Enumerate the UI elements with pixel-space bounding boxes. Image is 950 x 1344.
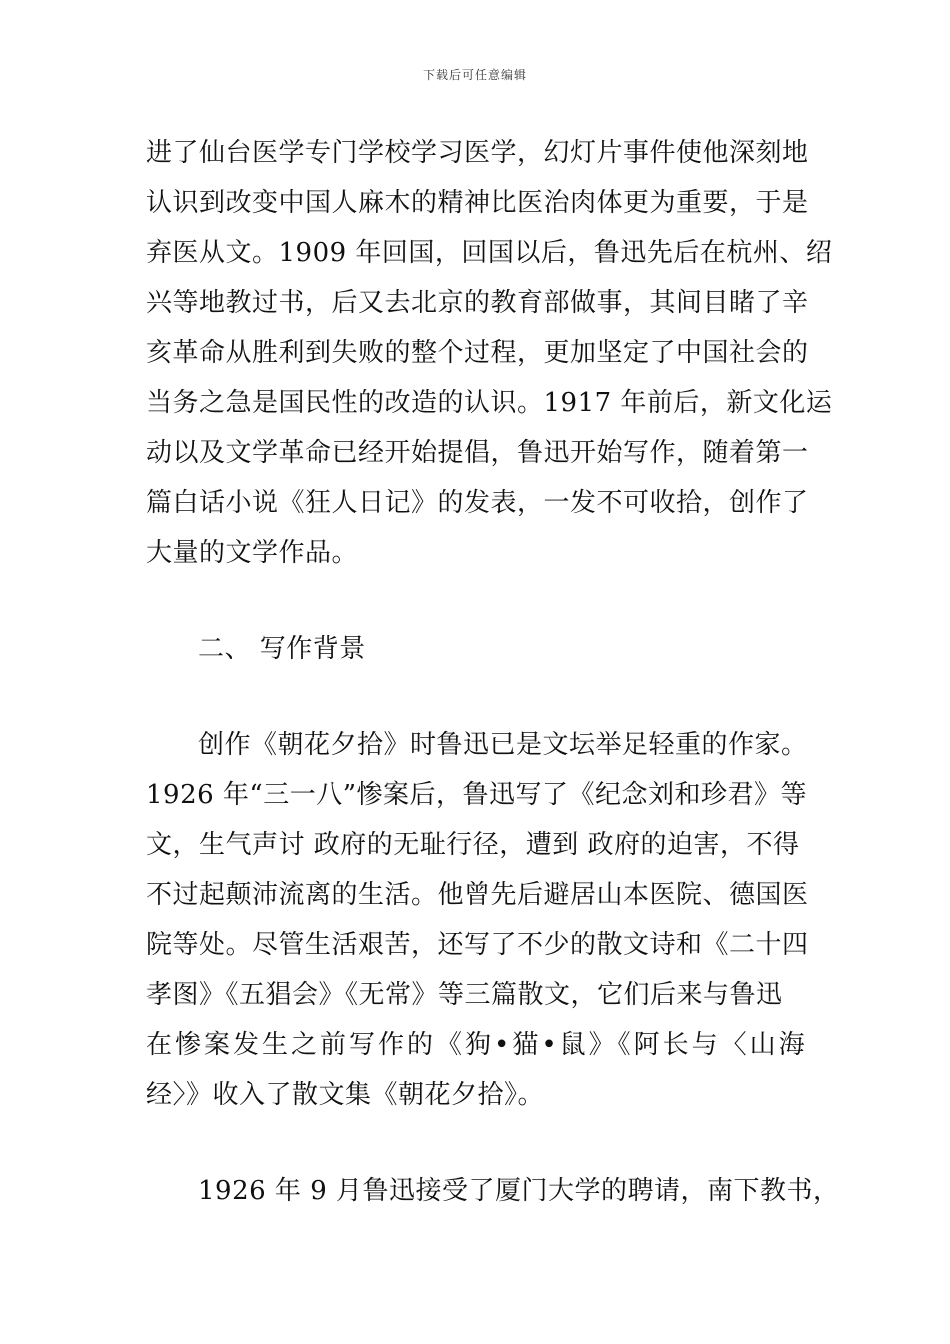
text-line: 兴等地教过书，后又去北京的教育部做事，其间目睹了辛	[146, 288, 809, 318]
text-line: 不过起颠沛流离的生活。他曾先后避居山本医院、德国医	[146, 880, 809, 910]
paragraph-xiamen	[146, 1166, 840, 1216]
text-line: 孝图》《五猖会》《无常》等三篇散文，它们后来与鲁迅	[146, 980, 783, 1010]
text-line: 亥革命从胜利到失败的整个过程，更加坚定了中国社会的	[146, 338, 809, 368]
text-line: 创作《朝花夕拾》时鲁迅已是文坛举足轻重的作家。	[198, 730, 808, 760]
paragraph-spacer	[146, 674, 808, 720]
document-body	[146, 128, 840, 1216]
text-line: 弃医从文。1909 年回国，回国以后，鲁迅先后在杭州、绍	[146, 238, 833, 268]
text-line: 1926 年 9 月鲁迅接受了厦门大学的聘请，南下教书，	[198, 1176, 840, 1206]
page-header: 下载后可任意编辑	[422, 68, 527, 82]
text-line: 院等处。尽管生活艰苦，还写了不少的散文诗和《二十四	[146, 930, 809, 960]
text-line: 经〉》收入了散文集《朝花夕拾》。	[146, 1080, 545, 1110]
text-line: 动以及文学革命已经开始提倡，鲁迅开始写作，随着第一	[146, 438, 809, 468]
text-line: 篇白话小说《狂人日记》的发表，一发不可收拾，创作了	[146, 488, 809, 518]
text-line: 认识到改变中国人麻木的精神比医治肉体更为重要，于是	[146, 188, 809, 218]
text-line: 1926 年“三一八”惨案后，鲁迅写了《纪念刘和珍君》等	[146, 780, 808, 810]
paragraph-writing-background	[146, 720, 808, 1120]
text-line: 当务之急是国民性的改造的认识。1917 年前后，新文化运	[146, 388, 833, 418]
text-line: 在惨案发生之前写作的《狗•猫•鼠》《阿长与〈山海	[146, 1030, 808, 1060]
section-heading-writing-background: 二、 写作背景	[198, 634, 366, 664]
paragraph-author-biography	[146, 128, 833, 578]
paragraph-spacer	[146, 578, 808, 624]
text-line: 文，生气声讨 政府的无耻行径，遭到 政府的迫害，不得	[146, 830, 800, 860]
text-line: 大量的文学作品。	[146, 538, 359, 568]
paragraph-spacer	[146, 1120, 808, 1166]
text-line: 进了仙台医学专门学校学习医学，幻灯片事件使他深刻地	[146, 138, 809, 168]
